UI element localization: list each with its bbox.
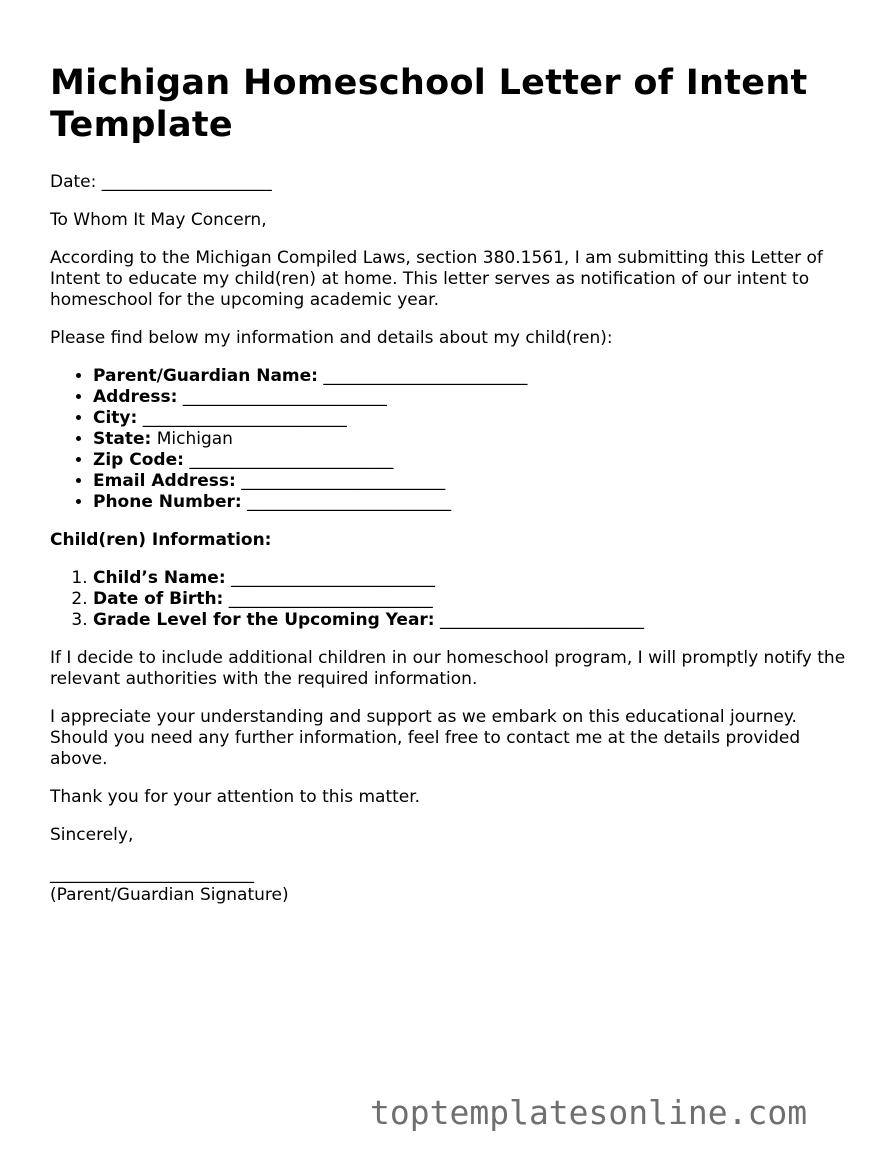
field-label: Email Address: xyxy=(93,471,236,491)
field-label: Date of Birth: xyxy=(93,589,224,609)
field-label: Parent/Guardian Name: xyxy=(93,366,318,386)
closing: Sincerely, xyxy=(50,825,134,845)
signature-caption: (Parent/Guardian Signature) xyxy=(50,885,289,905)
watermark: toptemplatesonline.com xyxy=(370,1093,808,1132)
thanks-paragraph: Thank you for your attention to this matter. xyxy=(50,787,421,807)
children-heading: Child(ren) Information: xyxy=(50,530,272,550)
list-item-city xyxy=(93,408,850,429)
field-value: ________________________ xyxy=(182,387,387,407)
field-value: ________________________ xyxy=(189,450,394,470)
date-label: Date: xyxy=(50,172,97,192)
list-item-state xyxy=(93,429,850,450)
parent-info-list xyxy=(50,366,850,513)
field-label: Zip Code: xyxy=(93,450,184,470)
signature-line: ________________________ xyxy=(50,864,254,884)
field-value: ________________________ xyxy=(142,408,347,428)
signature-block xyxy=(50,864,850,906)
list-item-email xyxy=(93,471,850,492)
field-value: ________________________ xyxy=(247,492,452,512)
date-line xyxy=(50,172,850,193)
field-label: Child’s Name: xyxy=(93,568,226,588)
list-item-address xyxy=(93,387,850,408)
additional-children-paragraph: If I decide to include additional children in our homeschool program, I will promptly notify the relevant authorities with the required information. xyxy=(50,648,846,689)
list-item-child-grade xyxy=(93,610,850,631)
info-intro: Please find below my information and details about my child(ren): xyxy=(50,328,613,348)
list-item-phone xyxy=(93,492,850,513)
field-label: Address: xyxy=(93,387,178,407)
appreciation-paragraph: I appreciate your understanding and support as we embark on this educational journey. Should you need any further information, feel free to contact me at the details provided above. xyxy=(50,707,801,769)
letter-document xyxy=(50,62,850,906)
list-item-child-dob xyxy=(93,589,850,610)
field-label: State: xyxy=(93,429,152,449)
list-item-zip xyxy=(93,450,850,471)
field-value: Michigan xyxy=(156,429,233,449)
intro-paragraph: According to the Michigan Compiled Laws, section 380.1561, I am submitting this Letter of Intent to educate my child(ren) at home. This letter serves as notification of our intent to homeschool for the upcoming academic year. xyxy=(50,248,823,310)
date-blank: ____________________ xyxy=(101,172,272,192)
field-label: Phone Number: xyxy=(93,492,242,512)
field-value: ________________________ xyxy=(228,589,433,609)
field-label: City: xyxy=(93,408,138,428)
field-value: ________________________ xyxy=(440,610,644,630)
page-title: Michigan Homeschool Letter of Intent Template xyxy=(50,63,808,145)
field-label: Grade Level for the Upcoming Year: xyxy=(93,610,435,630)
field-value: ________________________ xyxy=(323,366,528,386)
field-value: ________________________ xyxy=(231,568,436,588)
list-item-child-name xyxy=(93,568,850,589)
list-item-parent-name xyxy=(93,366,850,387)
field-value: ________________________ xyxy=(241,471,446,491)
salutation: To Whom It May Concern, xyxy=(50,210,267,230)
child-info-list xyxy=(50,568,850,631)
